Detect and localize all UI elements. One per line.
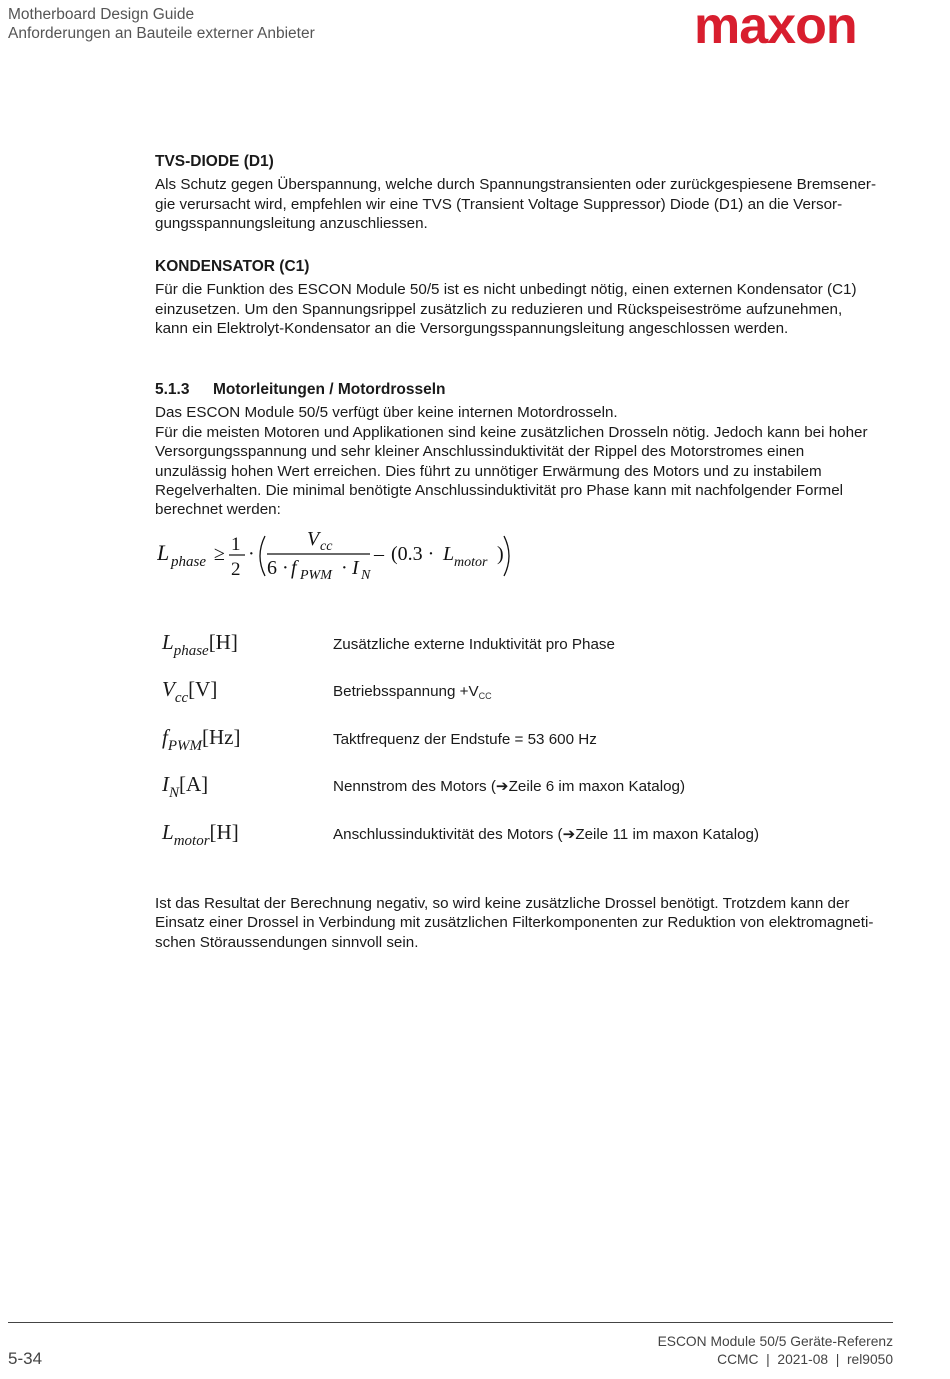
text-line: Als Schutz gegen Überspannung, welche durch Spannungstransienten oder zurückgespiesene Bremsener-: [155, 176, 877, 194]
formula-tail-open: (0.3 ·: [391, 543, 435, 565]
text-line: Ist das Resultat der Berechnung negativ, so wird keine zusätzliche Drossel benötigt. Trotzdem kann der: [155, 895, 850, 912]
text-line: unzulässig hohen Wert erreichen. Dies führt zu unnötiger Erwärmung des Motors und zu instabilem: [155, 462, 822, 480]
formula-lhs-sub: phase: [171, 554, 206, 570]
footer-divider: [8, 1322, 893, 1323]
formula-num: V: [307, 528, 320, 550]
formula-den-dot: ·: [341, 557, 348, 579]
kondensator-paragraph: [155, 280, 895, 338]
formula-den-i: I: [352, 557, 359, 579]
definition-row: [162, 820, 892, 848]
motorleitungen-section: [155, 380, 895, 520]
def-symbol: $I_N[A]$: [162, 772, 209, 801]
formula-den-six: 6 ·: [267, 557, 289, 579]
formula-dot: ·: [248, 543, 255, 565]
text-line: Für die meisten Motoren und Applikationen sind keine zusätzlichen Drosseln nötig. Jedoch kann bei hoher: [155, 423, 868, 441]
def-symbol: $f_{PWM}[Hz]$: [162, 725, 241, 754]
text-line: gie verursacht wird, empfehlen wir eine TVS (Transient Voltage Suppressor) Diode (D1) an die Versor-: [155, 195, 843, 213]
maxon-logo: maxon: [694, 0, 857, 55]
doc-title: Motherboard Design Guide: [8, 6, 195, 23]
text-line: berechnet werden:: [155, 501, 281, 519]
open-paren-icon: [260, 536, 265, 576]
def-description: Taktfrequenz der Endstufe = 53 600 Hz: [333, 731, 597, 748]
def-description: Betriebsspannung $+V_{CC}$: [333, 683, 492, 701]
formula-lhs: L: [157, 540, 170, 565]
formula-den-f: f: [291, 557, 297, 579]
section-heading: [155, 380, 895, 399]
def-symbol: $L_{phase}[H]$: [162, 630, 238, 659]
formula-half-den: 2: [231, 559, 241, 580]
page-number: 5-34: [8, 1349, 43, 1368]
closing-paragraph: [155, 894, 895, 952]
kondensator-heading: KONDENSATOR (C1): [155, 258, 310, 275]
kondensator-section: [155, 257, 895, 339]
doc-subtitle: Anforderungen an Bauteile externer Anbieter: [8, 25, 315, 42]
text-line: Das ESCON Module 50/5 verfügt über keine internen Motordrosseln.: [155, 404, 618, 422]
inductance-formula: [157, 528, 537, 588]
text-line: schen Störaussendungen sinnvoll sein.: [155, 933, 419, 951]
formula-den-i-sub: N: [361, 568, 371, 583]
def-description: Anschlussinduktivität des Motors (➔Zeile 11 im maxon Katalog): [333, 826, 760, 843]
tvs-heading: TVS-DIODE (D1): [155, 153, 274, 170]
text-line: Einsatz einer Drossel in Verbindung mit zusätzlichen Filterkomponenten zur Reduktion von elektromagneti-: [155, 914, 874, 932]
def-symbol: $L_{motor}[H]$: [162, 820, 239, 849]
document-header: [8, 5, 315, 43]
footer-doc-meta: CCMC | 2021-08 | rel9050: [717, 1352, 893, 1367]
close-paren-icon: [504, 536, 509, 576]
formula-minus: –: [374, 543, 384, 565]
tvs-paragraph: [155, 175, 895, 233]
formula-tail-l: L: [443, 543, 455, 565]
section-title: Motorleitungen / Motordrosseln: [213, 381, 446, 398]
formula-tail-l-sub: motor: [454, 555, 488, 570]
section-paragraph: [155, 403, 895, 519]
text-line: gungsspannungsleitung anzuschliessen.: [155, 215, 428, 233]
footer-doc-info: [658, 1333, 893, 1369]
formula-relation: ≥: [214, 543, 225, 565]
formula-half-num: 1: [231, 534, 241, 555]
section-number: 5.1.3: [155, 381, 190, 398]
def-description: Nennstrom des Motors (➔Zeile 6 im maxon Katalog): [333, 778, 686, 795]
text-line: Versorgungsspannung und sehr kleiner Anschlussinduktivität der Rippel des Motorstromes einen: [155, 443, 805, 461]
footer-doc-name: ESCON Module 50/5 Geräte-Referenz: [657, 1334, 893, 1349]
text-line: kann ein Elektrolyt-Kondensator an die Versorgungsspannungsleitung angeschlossen werden.: [155, 320, 789, 338]
definition-row: [162, 630, 892, 658]
text-line: einzusetzen. Um den Spannungsrippel zusätzlich zu reduzieren und Rückspeiseströme aufzunehmen,: [155, 300, 843, 318]
text-line: Regelverhalten. Die minimal benötigte Anschlussinduktivität pro Phase kann mit nachfolgender Formel: [155, 482, 844, 500]
formula-den-f-sub: PWM: [300, 568, 332, 583]
def-symbol: $V_{cc}[V]$: [162, 677, 218, 706]
formula-tail-close: ): [497, 543, 504, 565]
formula-num-sub: cc: [320, 539, 333, 554]
text-line: Für die Funktion des ESCON Module 50/5 ist es nicht unbedingt nötig, einen externen Kondensator (C1): [155, 281, 857, 299]
definition-row: [162, 772, 892, 800]
def-description: Zusätzliche externe Induktivität pro Phase: [333, 636, 615, 653]
definition-row: [162, 677, 892, 705]
tvs-section: [155, 152, 895, 234]
definition-row: [162, 725, 892, 753]
